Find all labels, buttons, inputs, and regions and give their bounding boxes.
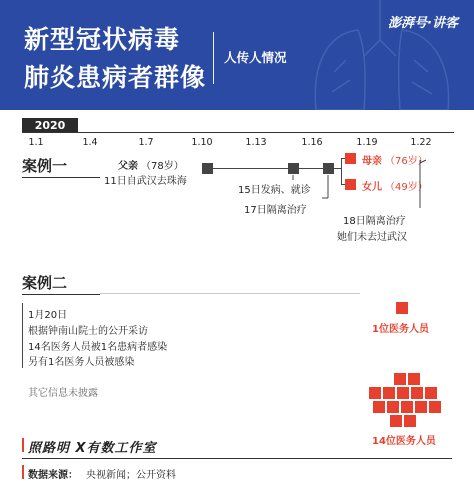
tick-label: 1.1 [28, 137, 44, 148]
tick-label: 1.10 [191, 137, 213, 148]
single-staff-label: 1位医务人员 [372, 324, 429, 335]
tick-label: 1.7 [138, 137, 154, 148]
case-two-date: 1月20日 [28, 310, 68, 321]
father-age: （78岁） [141, 161, 184, 172]
staff-block [415, 401, 427, 413]
undisclosed-note: 其它信息未披露 [28, 388, 98, 399]
case-two-line-3: 另有1名医务人员被感染 [28, 357, 135, 368]
family-isolation-event: 18日隔离治疗 [343, 216, 406, 227]
daughter-age: （49岁） [385, 182, 428, 193]
single-staff-block [396, 302, 408, 314]
tick-label: 1.13 [245, 137, 267, 148]
tick-label: 1.22 [410, 137, 432, 148]
case-two-bracket [22, 303, 23, 368]
daughter-name: 女儿 [362, 182, 382, 193]
tick-label: 1.19 [356, 137, 378, 148]
subtitle: 人传人情况 [224, 50, 287, 65]
tick-label: 1.16 [301, 137, 323, 148]
staff-block [373, 401, 385, 413]
footer-accent-bar [22, 438, 24, 452]
footer-rule [22, 458, 452, 459]
staff-cluster [346, 373, 460, 427]
staff-block [369, 387, 381, 399]
staff-block [404, 415, 416, 427]
case-two-line-1: 根据钟南山院士的公开采访 [28, 326, 148, 337]
staff-block [408, 373, 420, 385]
mother-name: 母亲 [362, 156, 382, 167]
staff-block [397, 387, 409, 399]
family-note: 她们未去过武汉 [337, 232, 407, 243]
source-accent-bar [22, 465, 24, 479]
case-two-underline [22, 294, 100, 295]
source-value: 央视新闻；公开资料 [86, 470, 176, 481]
staff-block [394, 373, 406, 385]
staff-block [401, 401, 413, 413]
symptom-event: 15日发病、就诊 [238, 185, 311, 196]
staff-block [425, 387, 437, 399]
tick-label: 1.4 [82, 137, 98, 148]
staff-block [429, 401, 441, 413]
father-name: 父亲 [118, 161, 138, 172]
cluster-staff-label: 14位医务人员 [372, 436, 436, 447]
footer-credit: 照路明 X有数工作室 [28, 441, 157, 456]
case-one-label: 案例一 [22, 157, 68, 175]
staff-block [390, 415, 402, 427]
brand-logo: 澎湃号·讲客 [388, 16, 458, 31]
staff-block [383, 387, 395, 399]
father-travel-event: 11日自武汉去珠海 [104, 176, 187, 187]
source-label: 数据来源： [28, 470, 78, 481]
father-isolation-event: 17日隔离治疗 [244, 205, 307, 216]
mother-age: （76岁） [385, 156, 428, 167]
title-line-1: 新型冠状病毒 [24, 25, 181, 54]
title-line-2: 肺炎患病者群像 [24, 63, 207, 92]
staff-block [411, 387, 423, 399]
year-tab: 2020 [22, 118, 78, 133]
staff-block [387, 401, 399, 413]
case-two-line-2: 14名医务人员被1名患病者感染 [28, 342, 168, 353]
case-two-label: 案例二 [22, 274, 68, 292]
case-two-rule [100, 293, 360, 294]
